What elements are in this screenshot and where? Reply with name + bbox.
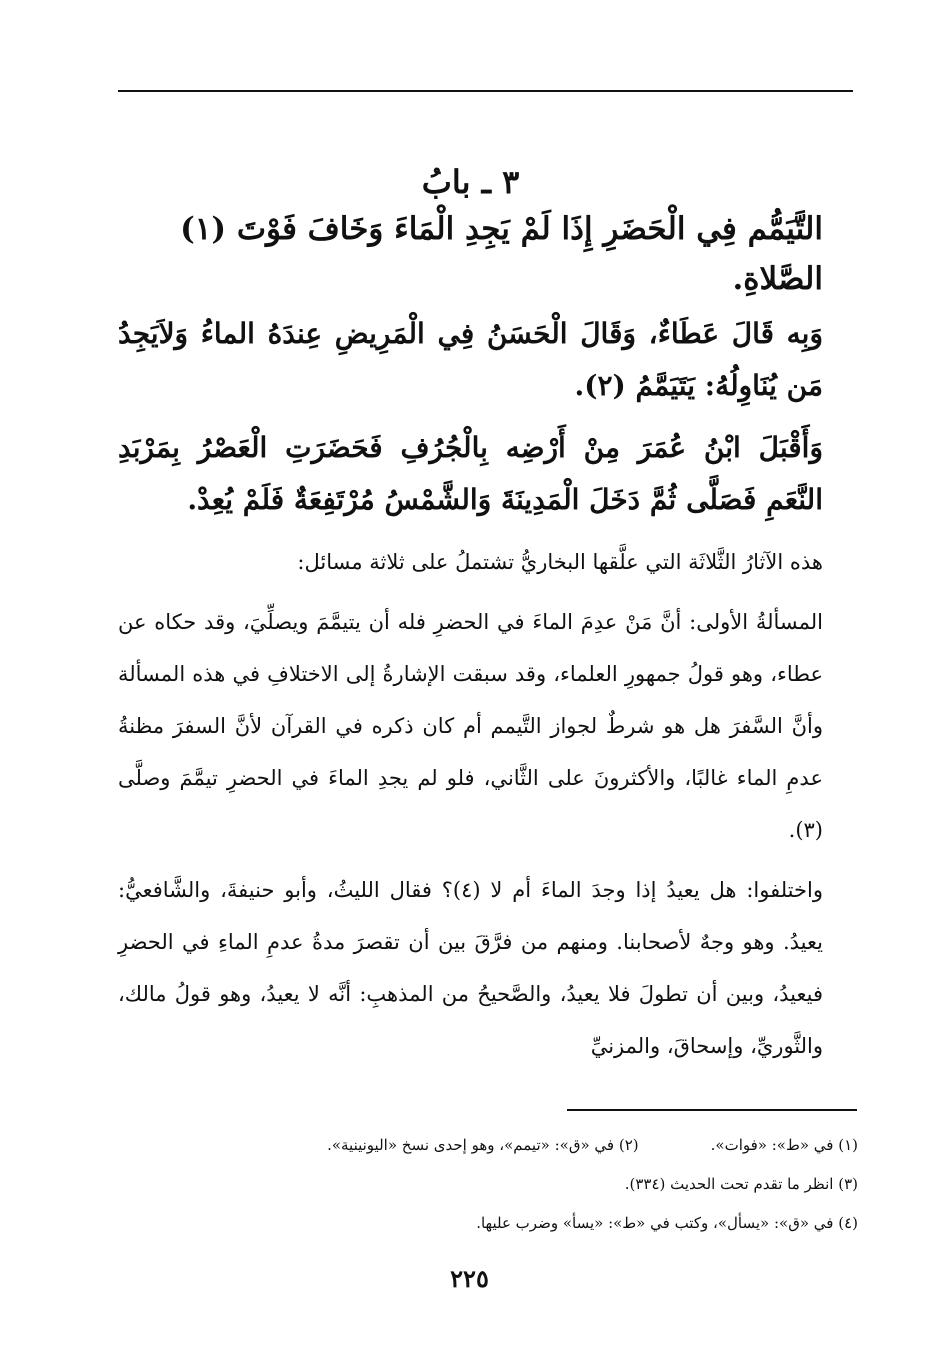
hadith-paragraph-2: وَأَقْبَلَ ابْنُ عُمَرَ مِنْ أَرْضِه بِالْجُرُفِ فَحَضَرَتِ الْعَصْرُ بِمَرْبَدِ النَّعَمِ فَصَلَّى ثُمَّ دَخَلَ الْمَدِينَةَ وَالشَّمْسُ مُرْتَفِعَةٌ فَلَمْ يُعِدْ. (118, 431, 823, 516)
footnote-2: (٢) في «ق»: «تيمم»، وهو إحدى نسخ «اليونينية». (327, 1136, 639, 1154)
chapter-number: ٣ ـ بابُ (421, 163, 520, 201)
chapter-title: التَّيَمُّم فِي الْحَضَرِ إِذَا لَمْ يَجِدِ الْمَاءَ وَخَافَ فَوْتَ (١) الصَّلاةِ. (180, 211, 823, 297)
commentary-paragraph-2: المسألةُ الأولى: أنَّ مَنْ عدِمَ الماءَ في الحضرِ فله أن يتيمَّمَ ويصلِّيَ، وقد حكاه عن عطاء، وهو قولُ جمهورِ العلماء، وقد سبقت الإشارةُ إلى الاختلافِ في هذه المسألة وأنَّ السَّفرَ هل هو شرطٌ لجواز التَّيمم أم كان ذكره في القرآن لأنَّ السفرَ مظنةُ عدمِ الماء غالبًا، والأكثرونَ على الثَّاني، فلو لم يجدِ الماءَ في الحضرِ تيمَّمَ وصلَّى (٣). (118, 610, 823, 842)
footnote-rule (567, 1109, 857, 1111)
hadith-paragraph-1: وَبِه قَالَ عَطَاءٌ، وَقَالَ الْحَسَنُ فِي الْمَرِيضِ عِندَهُ الماءُ وَلاَيَجِدُ مَن يُنَاوِلُهُ: يَتَيَمَّمُ (٢). (118, 317, 823, 402)
page-number: ٢٢٥ (450, 1264, 489, 1293)
commentary-paragraph-1: هذه الآثارُ الثَّلاثَة التي علَّقها البخاريُّ تشتملُ على ثلاثة مسائل: (297, 550, 823, 574)
footnote-1: (١) في «ط»: «فوات». (710, 1136, 858, 1154)
footnote-3: (٣) انظر ما تقدم تحت الحديث (٣٣٤). (624, 1175, 858, 1193)
footnote-row (118, 1126, 858, 1165)
page-body (118, 160, 823, 1080)
commentary-paragraph-3: واختلفوا: هل يعيدُ إذا وجدَ الماءَ أم لا (٤)؟ فقال الليثُ، وأبو حنيفةَ، والشَّافعيُّ: يعيدُ. وهو وجهٌ لأصحابنا. ومنهم من فرَّقَ بين أن تقصرَ مدةُ عدمِ الماءِ في الحضرِ فيعيدُ، وبين أن تطولَ فلا يعيدُ، والصَّحيحُ من المذهبِ: أنَّه لا يعيدُ، وهو قولُ مالك، والثَّوريِّ، وإسحاقَ، والمزنيِّ (118, 878, 823, 1058)
footnotes (118, 1126, 858, 1243)
footnote-4: (٤) في «ق»: «يسأل»، وكتب في «ط»: «يسأ» وضرب عليها. (476, 1214, 858, 1232)
header-rule (118, 90, 853, 92)
